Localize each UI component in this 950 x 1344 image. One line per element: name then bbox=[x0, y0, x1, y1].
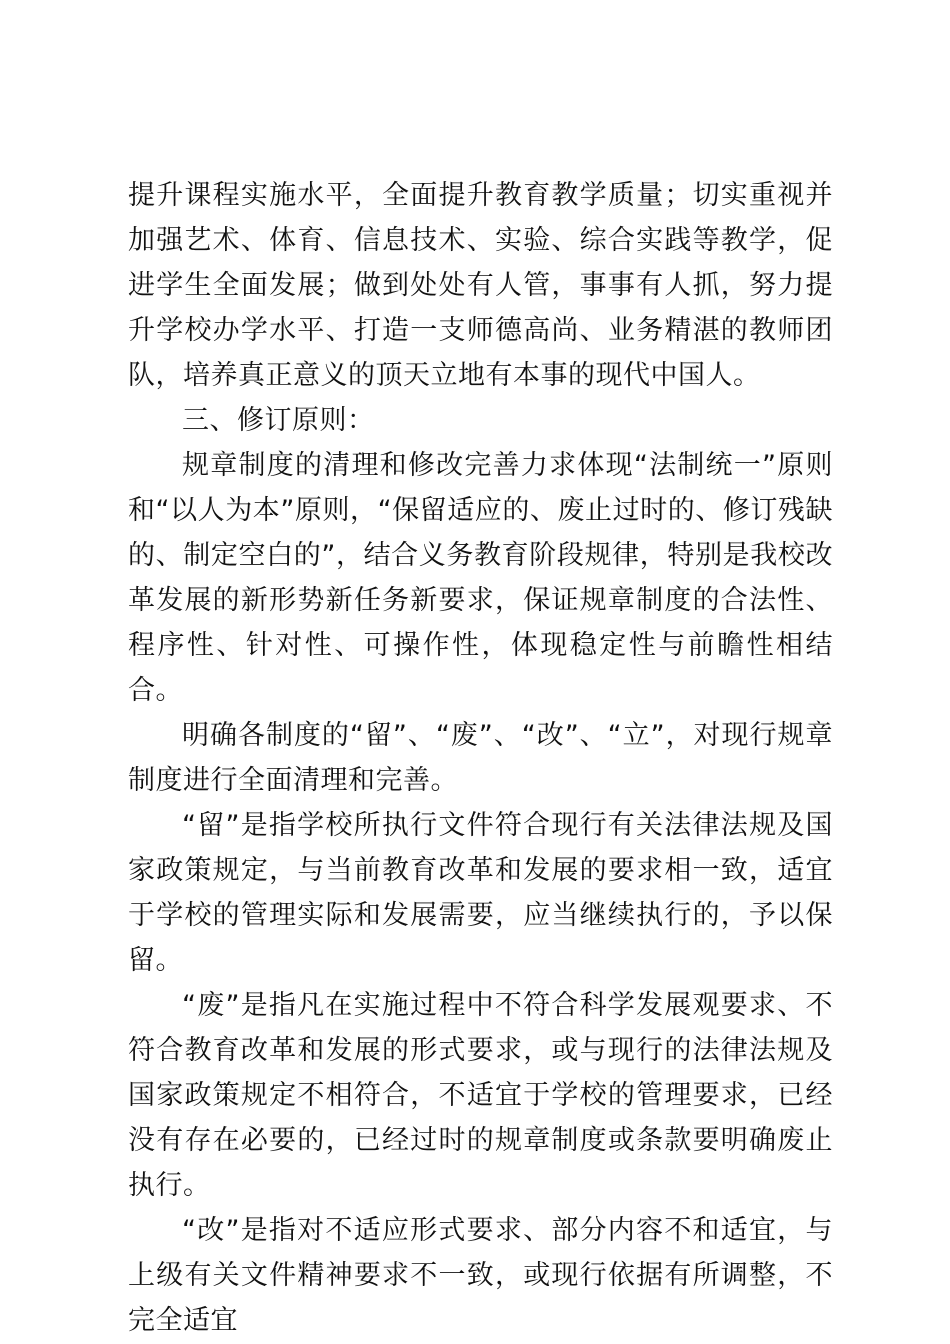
paragraph-continuation: 提升课程实施水平，全面提升教育教学质量；切实重视并加强艺术、体育、信息技术、实验、综合实践等教学，促进学生全面发展；做到处处有人管，事事有人抓，努力提升学校办学水平、打造一支师德高尚、业务精湛的教师团队，培养真正意义的顶天立地有本事的现代中国人。 bbox=[128, 180, 833, 391]
paragraph-principles: 规章制度的清理和修改完善力求体现“法制统一”原则和“以人为本”原则，“保留适应的、废止过时的、修订残缺的、制定空白的”，结合义务教育阶段规律，特别是我校改革发展的新形势新任务新要求，保证规章制度的合法性、程序性、针对性、可操作性，体现稳定性与前瞻性相结合。 bbox=[128, 450, 833, 706]
section-heading-revision-principles: 三、修订原则： bbox=[182, 405, 375, 436]
paragraph-retain: “留”是指学校所执行文件符合现行有关法律法规及国家政策规定，与当前教育改革和发展的要求相一致，适宜于学校的管理实际和发展需要，应当继续执行的，予以保留。 bbox=[128, 810, 833, 976]
paragraph-classification: 明确各制度的“留”、“废”、“改”、“立”，对现行规章制度进行全面清理和完善。 bbox=[128, 720, 833, 796]
document-body bbox=[128, 173, 833, 1343]
paragraph-abolish: “废”是指凡在实施过程中不符合科学发展观要求、不符合教育改革和发展的形式要求，或与现行的法律法规及国家政策规定不相符合，不适宜于学校的管理要求，已经没有存在必要的，已经过时的规章制度或条款要明确废止执行。 bbox=[128, 990, 833, 1201]
paragraph-revise: “改”是指对不适应形式要求、部分内容不和适宜，与上级有关文件精神要求不一致，或现行依据有所调整，不完全适宜 bbox=[128, 1215, 833, 1336]
